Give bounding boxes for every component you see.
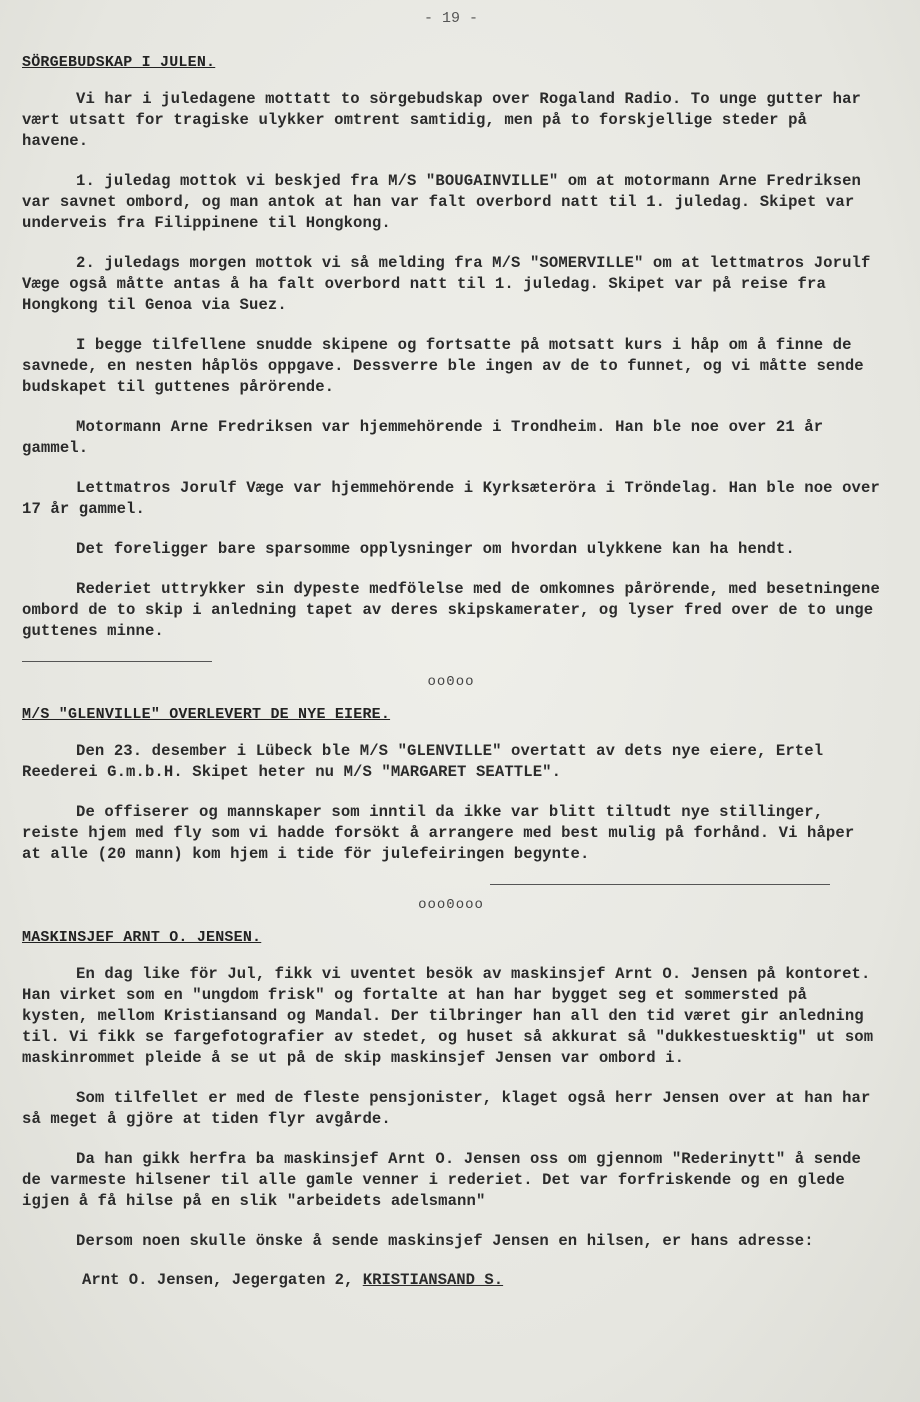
section-separator: ooo0ooo: [418, 897, 484, 913]
paragraph: I begge tilfellene snudde skipene og fortsatte på motsatt kurs i håp om å finne de savnede, en nesten håplös oppgave. Dessverre ble ingen av de to funnet, og vi måtte sende budskapet til guttenes pårörende.: [22, 336, 864, 396]
paragraph: Dersom noen skulle önske å sende maskinsjef Jensen en hilsen, er hans adresse:: [76, 1232, 814, 1250]
divider-line: [22, 661, 212, 662]
page-number: - 19 -: [423, 10, 478, 27]
paragraph: Det foreligger bare sparsomme opplysninger om hvordan ulykkene kan ha hendt.: [76, 540, 795, 558]
divider-line: [490, 884, 830, 885]
paragraph: 1. juledag mottok vi beskjed fra M/S "BOUGAINVILLE" om at motormann Arne Fredriksen var savnet ombord, og man antok at han var falt overbord natt til 1. juledag. Skipet var underveis fra Filippinene til Hongkong.: [22, 172, 861, 232]
paragraph: Motormann Arne Fredriksen var hjemmehörende i Trondheim. Han ble noe over 21 år gammel.: [22, 418, 824, 457]
section-heading-glenville: M/S "GLENVILLE" OVERLEVERT DE NYE EIERE.: [22, 706, 391, 723]
section-separator: oo0oo: [427, 674, 475, 690]
paragraph: Lettmatros Jorulf Væge var hjemmehörende i Kyrksæteröra i Tröndelag. Han ble noe over 17 år gammel.: [22, 479, 880, 518]
section-heading-maskinsjef: MASKINSJEF ARNT O. JENSEN.: [22, 929, 262, 946]
paragraph: Vi har i juledagene mottatt to sörgebudskap over Rogaland Radio. To unge gutter har vært utsatt for tragiske ulykker omtrent samtidig, men på to forskjellige steder på havene.: [22, 90, 861, 150]
paragraph: Da han gikk herfra ba maskinsjef Arnt O. Jensen oss om gjennom "Rederinytt" å sende de varmeste hilsener til alle gamle venner i rederiet. Det var forfriskende og en glede igjen å få hilse på en slik "arbeidets adelsmann": [22, 1150, 861, 1210]
paragraph: De offiserer og mannskaper som inntil da ikke var blitt tiltudt nye stillinger, reiste hjem med fly som vi hadde forsökt å arrangere med best mulig på forhånd. Vi håper at alle (20 mann) kom hjem i tide för julefeiringen begynte.: [22, 803, 855, 863]
paragraph: Den 23. desember i Lübeck ble M/S "GLENVILLE" overtatt av dets nye eiere, Ertel Reederei G.m.b.H. Skipet heter nu M/S "MARGARET SEATTLE".: [22, 742, 824, 781]
paragraph: Rederiet uttrykker sin dypeste medfölelse med de omkomnes pårörende, med besetningene ombord de to skip i anledning tapet av deres skipskamerater, og lyser fred over de to unge guttenes minne.: [22, 580, 880, 640]
section-heading-sorgebudskap: SÖRGEBUDSKAP I JULEN.: [22, 54, 216, 71]
paragraph: En dag like för Jul, fikk vi uventet besök av maskinsjef Arnt O. Jensen på kontoret. Han virket som en "ungdom frisk" og fortalte at han har bygget seg et sommersted på kysten, mellom Kristiansand og Mandal. Der tilbringer han all den tid været gir anledning til. Vi fikk se fargefotografier av stedet, og huset så akkurat så "dukkestuesktig" ut som maskinrommet pleide å se ut på de skip maskinsjef Jensen var ombord i.: [22, 965, 874, 1067]
paragraph: Som tilfellet er med de fleste pensjonister, klaget også herr Jensen over at han har så meget å gjöre at tiden flyr avgårde.: [22, 1089, 871, 1128]
address-line: [22, 1271, 880, 1289]
paragraph: 2. juledags morgen mottok vi så melding fra M/S "SOMERVILLE" om at lettmatros Jorulf Væge også måtte antas å ha falt overbord natt til 1. juledag. Skipet var på reise fra Hongkong til Genoa via Suez.: [22, 254, 871, 314]
address-city: KRISTIANSAND S.: [362, 1271, 504, 1289]
address-text: Arnt O. Jensen, Jegergaten 2,: [82, 1271, 363, 1289]
